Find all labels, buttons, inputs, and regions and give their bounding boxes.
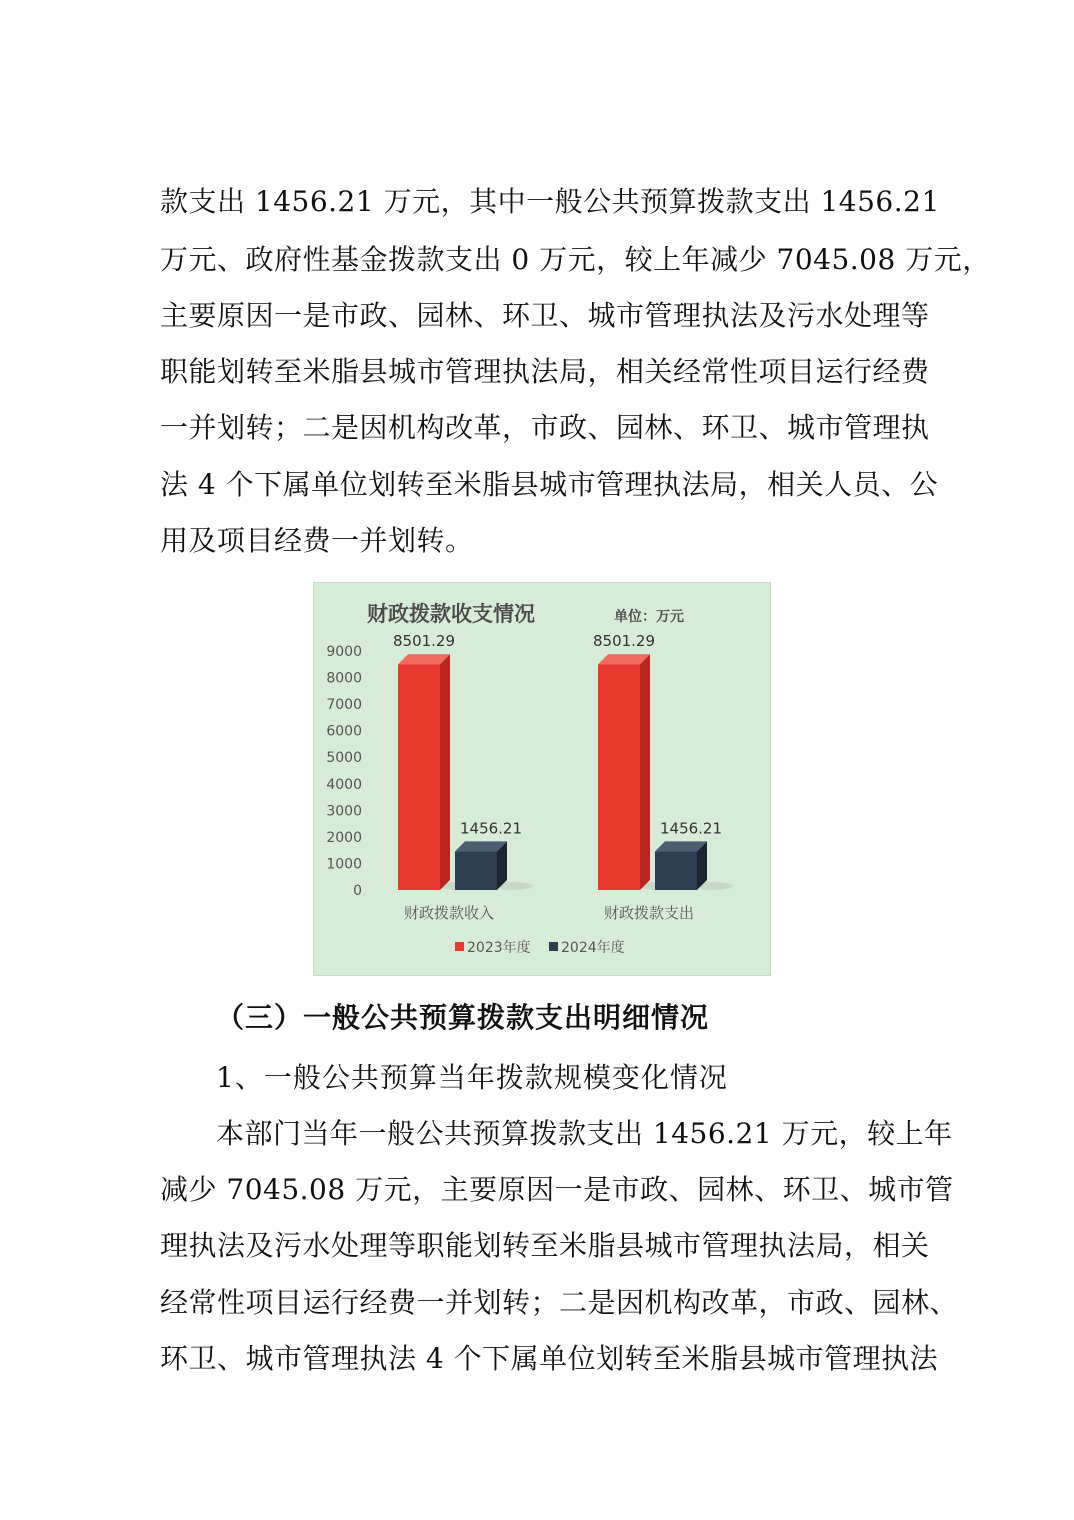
y-axis — [326, 644, 362, 899]
y-tick-label: 8000 — [326, 670, 362, 687]
paragraph-line: 经常性项目运行经费一并划转；二是因机构改革，市政、园林、 — [160, 1286, 959, 1319]
paragraph-line: 一并划转；二是因机构改革，市政、园林、环卫、城市管理执 — [160, 411, 930, 444]
bar-side — [640, 654, 650, 890]
data-label: 8501.29 — [392, 632, 456, 651]
paragraph-line: 用及项目经费一并划转。 — [160, 524, 474, 557]
bars-group — [393, 632, 733, 890]
paragraph-line: 主要原因一是市政、园林、环卫、城市管理执法及污水处理等 — [160, 299, 930, 332]
paragraph-line: 环卫、城市管理执法 4 个下属单位划转至米脂县城市管理执法 — [160, 1342, 939, 1375]
budget-bar-chart — [313, 582, 771, 976]
y-tick-label: 5000 — [326, 750, 362, 767]
x-axis — [404, 904, 694, 922]
y-tick-label: 1000 — [326, 856, 362, 873]
paragraph-line: 理执法及污水处理等职能划转至米脂县城市管理执法局，相关 — [160, 1229, 930, 1262]
subheading: 1、一般公共预算当年拨款规模变化情况 — [216, 1061, 728, 1094]
chart-canvas — [314, 583, 772, 977]
legend-label: 2024年度 — [561, 940, 625, 956]
bar-2024年度-财政拨款收入 — [455, 851, 497, 890]
y-tick-label: 0 — [353, 883, 362, 899]
y-tick-label: 6000 — [326, 723, 362, 740]
y-tick-label: 9000 — [326, 644, 362, 660]
legend-swatch — [549, 942, 558, 951]
bar-2024年度-财政拨款支出 — [655, 851, 697, 890]
bar-2023年度-财政拨款支出 — [598, 664, 640, 890]
data-label: 8501.29 — [592, 632, 656, 651]
x-category-label: 财政拨款收入 — [403, 904, 495, 922]
paragraph-line: 法 4 个下属单位划转至米脂县城市管理执法局，相关人员、公 — [160, 468, 939, 501]
section-heading: （三）一般公共预算拨款支出明细情况 — [216, 1001, 710, 1034]
chart-title: 财政拨款收支情况 — [367, 602, 535, 626]
chart-unit-label: 单位：万元 — [614, 609, 684, 625]
paragraph-line: 款支出 1456.21 万元，其中一般公共预算拨款支出 1456.21 — [160, 185, 940, 218]
bar-side — [440, 654, 450, 890]
bar-2023年度-财政拨款收入 — [398, 664, 440, 890]
x-category-label: 财政拨款支出 — [603, 904, 695, 922]
y-tick-label: 3000 — [326, 803, 362, 820]
paragraph-line: 职能划转至米脂县城市管理执法局，相关经常性项目运行经费 — [160, 355, 930, 388]
y-tick-label: 7000 — [326, 697, 362, 714]
paragraph-line: 本部门当年一般公共预算拨款支出 1456.21 万元，较上年 — [216, 1117, 953, 1150]
y-tick-label: 2000 — [326, 829, 362, 846]
paragraph-line: 万元、政府性基金拨款支出 0 万元，较上年减少 7045.08 万元， — [160, 243, 991, 276]
data-label: 1456.21 — [459, 819, 523, 838]
data-label: 1456.21 — [659, 819, 723, 838]
legend-label: 2023年度 — [467, 940, 531, 956]
paragraph-line: 减少 7045.08 万元，主要原因一是市政、园林、环卫、城市管 — [160, 1173, 954, 1206]
y-tick-label: 4000 — [326, 776, 362, 793]
legend — [455, 939, 625, 956]
legend-swatch — [455, 942, 464, 951]
